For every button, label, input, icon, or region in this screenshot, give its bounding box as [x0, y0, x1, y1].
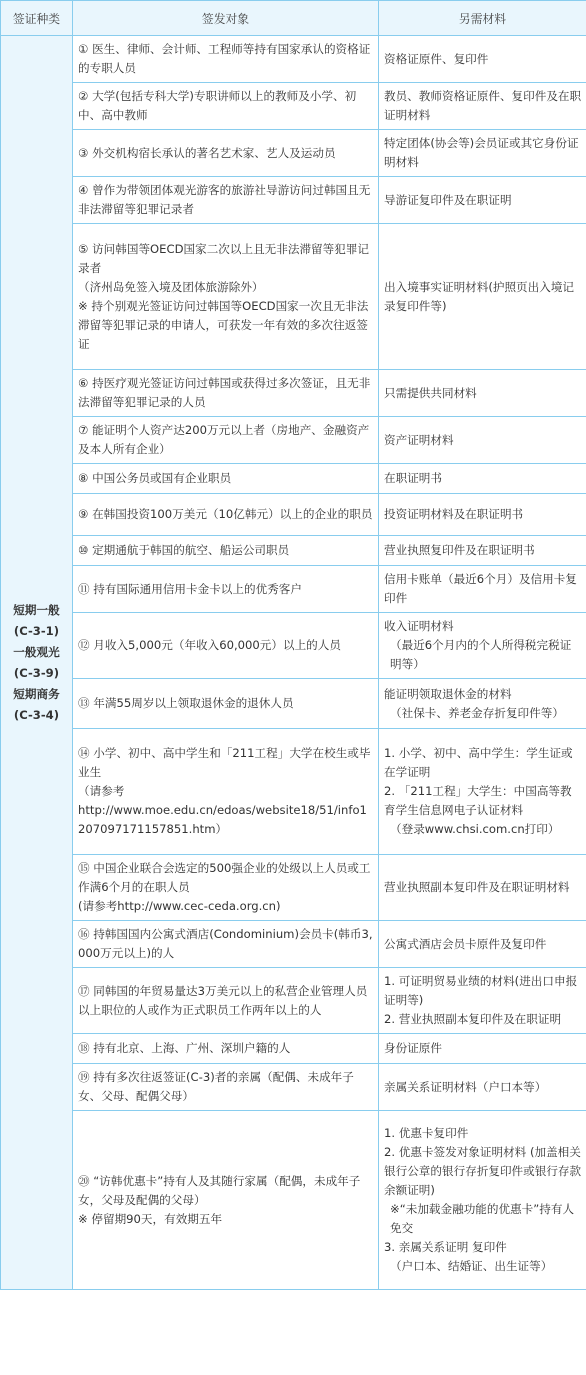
materials-cell	[379, 177, 586, 224]
table-row	[1, 855, 586, 921]
header-row	[1, 1, 586, 36]
materials-text: 亲属关系证明材料（户口本等）	[384, 1079, 547, 1094]
target-text: ④ 曾作为带领团体观光游客的旅游社导游访问过韩国且无非法滞留等犯罪记录者	[78, 183, 371, 216]
target-text: ⑳ “访韩优惠卡”持有人及其随行家属（配偶，未成年子女，父母及配偶的父母）	[78, 1173, 361, 1207]
table-row	[1, 464, 586, 494]
materials-text: （社保卡、养老金存折复印件等）	[390, 705, 564, 720]
target-cell	[73, 1064, 379, 1111]
materials-text: （最近6个月内的个人所得税完税证明等）	[390, 638, 572, 671]
target-cell	[73, 536, 379, 566]
table-row	[1, 83, 586, 130]
target-cell	[73, 566, 379, 613]
target-cell	[73, 494, 379, 536]
table-row	[1, 494, 586, 536]
visa-category-line: 短期一般	[13, 602, 60, 617]
materials-text: 只需提供共同材料	[384, 385, 477, 400]
target-text: ⑱ 持有北京、上海、广州、深圳户籍的人	[78, 1041, 291, 1055]
materials-cell	[379, 921, 586, 968]
materials-text: 导游证复印件及在职证明	[384, 192, 512, 207]
target-cell	[73, 464, 379, 494]
header-target: 签发对象	[73, 1, 379, 36]
target-cell	[73, 370, 379, 417]
target-cell	[73, 968, 379, 1034]
target-cell	[73, 729, 379, 855]
target-text: ※ 持个别观光签证访问过韩国等OECD国家一次且无非法滞留等犯罪记录的申请人，可获发一年有效的多次往返签证	[78, 298, 369, 351]
target-cell	[73, 130, 379, 177]
materials-text: 能证明领取退休金的材料	[384, 686, 512, 701]
target-text: ⑨ 在韩国投资100万美元（10亿韩元）以上的企业的职员	[78, 507, 373, 521]
materials-text: ※“未加载金融功能的优惠卡”持有人免交	[390, 1202, 575, 1235]
materials-text: 资格证原件、复印件	[384, 51, 489, 66]
table-row	[1, 679, 586, 729]
visa-category-line: 短期商务	[13, 686, 60, 701]
visa-category-line: (C-3-9)	[13, 665, 60, 680]
table-row	[1, 613, 586, 679]
materials-text: 1. 优惠卡复印件	[384, 1126, 469, 1140]
target-cell	[73, 855, 379, 921]
target-cell	[73, 1034, 379, 1064]
table-row	[1, 177, 586, 224]
table-row	[1, 566, 586, 613]
materials-cell	[379, 83, 586, 130]
visa-category-line: 一般观光	[13, 644, 60, 659]
visa-category-line: (C-3-1)	[13, 623, 60, 638]
target-cell	[73, 224, 379, 370]
materials-text: 信用卡账单（最近6个月）及信用卡复印件	[384, 572, 577, 605]
materials-cell	[379, 1034, 586, 1064]
materials-cell	[379, 679, 586, 729]
materials-cell	[379, 464, 586, 494]
table-row	[1, 1064, 586, 1111]
materials-text: 在职证明书	[384, 471, 442, 485]
target-text: ⑬ 年满55周岁以上领取退休金的退休人员	[78, 696, 294, 710]
target-text: ⑥ 持医疗观光签证访问过韩国或获得过多次签证，且无非法滞留等犯罪记录的人员	[78, 376, 371, 409]
target-cell	[73, 613, 379, 679]
materials-cell	[379, 1111, 586, 1290]
materials-text: 教员、教师资格证原件、复印件及在职证明材料	[384, 89, 582, 122]
target-cell	[73, 679, 379, 729]
target-text: ⑰ 同韩国的年贸易量达3万美元以上的私营企业管理人员以上职位的人或作为正式职员工作两年以上的人	[78, 983, 368, 1017]
target-cell	[73, 417, 379, 464]
target-text: （济州岛免签入境及团体旅游除外）	[78, 279, 264, 294]
materials-text: 1. 小学、初中、高中学生：学生证或在学证明	[384, 746, 573, 779]
table-row	[1, 1111, 586, 1290]
table-row	[1, 417, 586, 464]
target-cell	[73, 36, 379, 83]
materials-text: 收入证明材料	[384, 619, 454, 633]
target-text: ③ 外交机构宿长承认的著名艺术家、艺人及运动员	[78, 145, 336, 160]
materials-text: 营业执照副本复印件及在职证明材料	[384, 880, 570, 894]
table-row	[1, 1034, 586, 1064]
materials-cell	[379, 566, 586, 613]
target-cell	[73, 177, 379, 224]
table-row	[1, 536, 586, 566]
materials-text: （登录www.chsi.com.cn打印）	[390, 822, 560, 836]
target-cell	[73, 83, 379, 130]
target-text: ⑧ 中国公务员或国有企业职员	[78, 471, 232, 485]
materials-text: 公寓式酒店会员卡原件及复印件	[384, 936, 547, 951]
materials-text: 特定团体(协会等)会员证或其它身份证明材料	[384, 136, 579, 169]
materials-text: 2. 「211工程」大学生：中国高等教育学生信息网电子认证材料	[384, 784, 572, 817]
materials-cell	[379, 1064, 586, 1111]
target-text: ⑯ 持韩国国内公寓式酒店(Condominium)会员卡(韩币3,000万元以上)的人	[78, 927, 373, 960]
table-row	[1, 130, 586, 177]
visa-category-cell	[1, 36, 73, 1290]
target-cell	[73, 1111, 379, 1290]
materials-cell	[379, 370, 586, 417]
table-row	[1, 224, 586, 370]
materials-cell	[379, 855, 586, 921]
table-row	[1, 968, 586, 1034]
materials-cell	[379, 536, 586, 566]
target-text: ⑫ 月收入5,000元（年收入60,000元）以上的人员	[78, 638, 341, 652]
materials-cell	[379, 613, 586, 679]
header-materials: 另需材料	[379, 1, 586, 36]
target-text: ⑤ 访问韩国等OECD国家二次以上且无非法滞留等犯罪记录者	[78, 241, 370, 275]
table-row	[1, 729, 586, 855]
target-text: ⑭ 小学、初中、高中学生和「211工程」大学在校生或毕业生	[78, 746, 371, 779]
materials-cell	[379, 968, 586, 1034]
materials-text: 出入境事实证明材料(护照页出入境记录复印件等)	[384, 279, 575, 313]
target-text: ① 医生、律师、会计师、工程师等持有国家承认的资格证的专职人员	[78, 42, 371, 75]
target-cell	[73, 921, 379, 968]
target-text: ② 大学(包括专科大学)专职讲师以上的教师及小学、初中、高中教师	[78, 89, 357, 122]
materials-text: 身份证原件	[384, 1041, 442, 1055]
materials-text: 1. 可证明贸易业绩的材料(进出口申报证明等)	[384, 974, 578, 1007]
table-row	[1, 921, 586, 968]
table-row	[1, 36, 586, 83]
target-text: ⑦ 能证明个人资产达200万元以上者（房地产、金融资产及本人所有企业）	[78, 423, 370, 456]
materials-cell	[379, 417, 586, 464]
materials-text: （户口本、结婚证、出生证等）	[390, 1259, 553, 1273]
target-text: （请参考	[78, 784, 125, 798]
target-text: http://www.moe.edu.cn/edoas/website18/51/info1207097171157851.htm）	[78, 803, 367, 836]
target-text: ⑲ 持有多次往返签证(C-3)者的亲属（配偶、未成年子女、父母、配偶父母）	[78, 1070, 354, 1103]
materials-text: 资产证明材料	[384, 432, 454, 447]
target-text: ⑩ 定期通航于韩国的航空、船运公司职员	[78, 543, 290, 557]
target-text: ⑪ 持有国际通用信用卡金卡以上的优秀客户	[78, 581, 302, 596]
materials-text: 3. 亲属关系证明 复印件	[384, 1240, 507, 1254]
visa-category-line: (C-3-4)	[13, 707, 60, 722]
header-visa-type: 签证种类	[1, 1, 73, 36]
materials-cell	[379, 494, 586, 536]
target-text: (请参考http://www.cec-ceda.org.cn)	[78, 899, 281, 913]
materials-cell	[379, 130, 586, 177]
materials-cell	[379, 36, 586, 83]
target-text: ※ 停留期90天，有效期五年	[78, 1211, 223, 1226]
materials-cell	[379, 224, 586, 370]
materials-text: 投资证明材料及在职证明书	[384, 507, 524, 521]
materials-text: 2. 优惠卡签发对象证明材料 (加盖相关银行公章的银行存折复印件或银行存款余额证明)	[384, 1145, 582, 1197]
materials-text: 营业执照复印件及在职证明书	[384, 543, 535, 557]
materials-cell	[379, 729, 586, 855]
table-row	[1, 370, 586, 417]
materials-text: 2. 营业执照副本复印件及在职证明	[384, 1012, 562, 1026]
target-text: ⑮ 中国企业联合会选定的500强企业的处级以上人员或工作满6个月的在职人员	[78, 861, 371, 894]
